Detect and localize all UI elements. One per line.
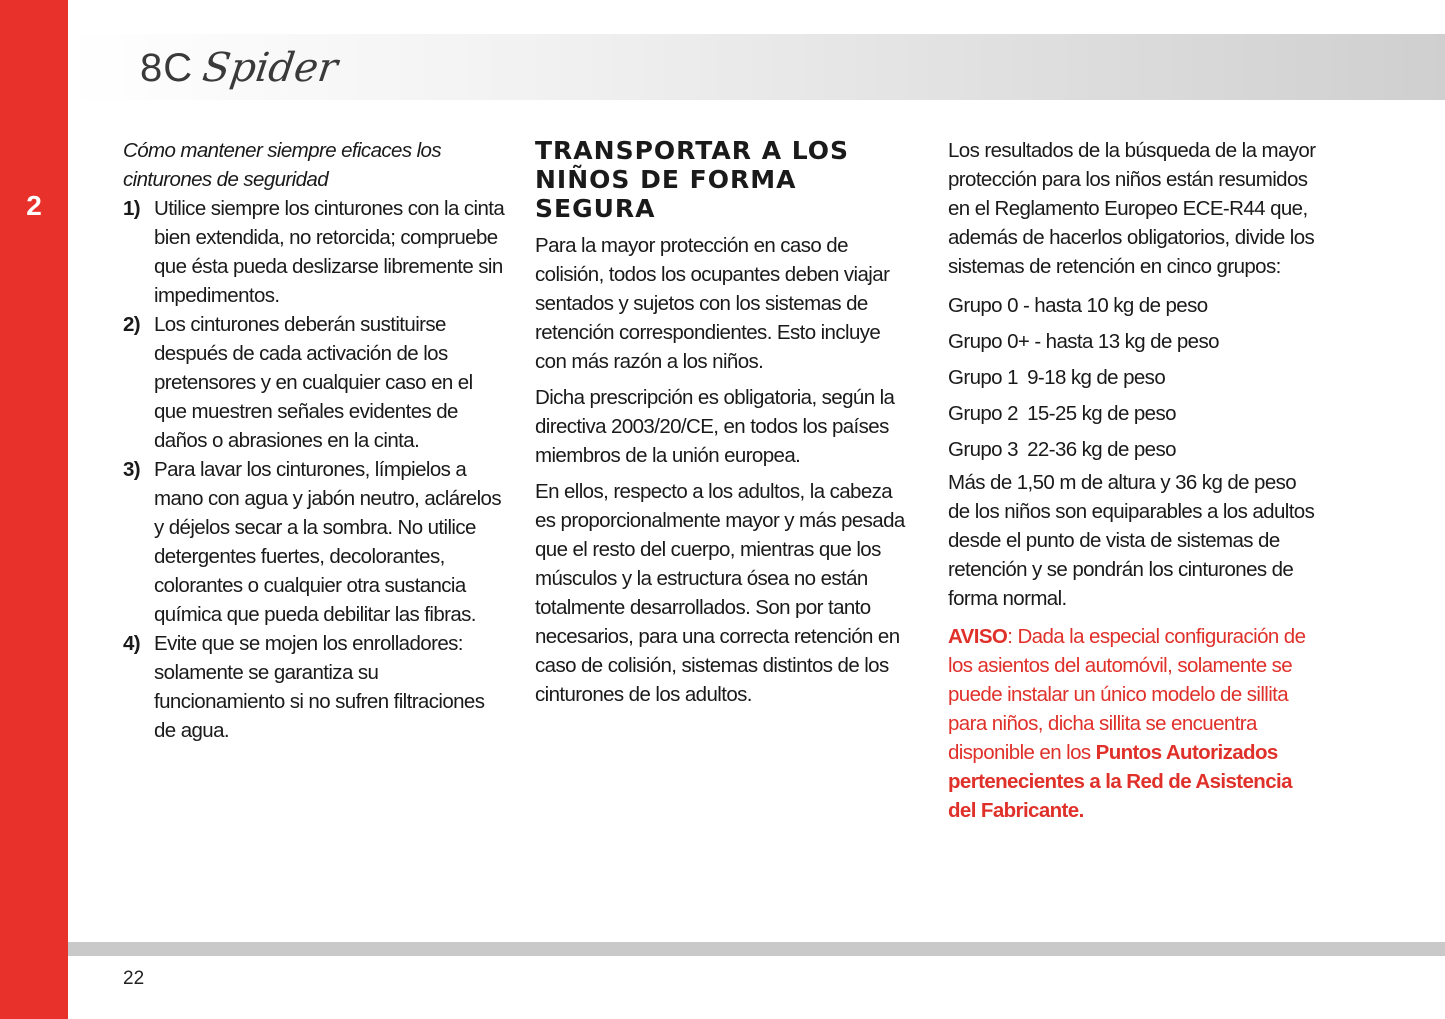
group-line [948, 324, 1318, 360]
intro-paragraph: Los resultados de la búsqueda de la mayor protección para los niños están resumidos en el Reglamento Europeo ECE-R44 que, además de hacerlos obligatorios, divide los sistemas de retención en cinco grupos: [948, 139, 1316, 278]
group-name: Grupo 2 [948, 402, 1018, 425]
group-list [948, 288, 1318, 468]
list-item [123, 629, 508, 745]
group-desc: - hasta 13 kg de peso [1034, 330, 1219, 353]
footer-band [68, 942, 1445, 956]
warning-label: AVISO [948, 625, 1008, 648]
logo-script-text: Spider [199, 45, 341, 91]
group-line [948, 432, 1318, 468]
subheading-line-1: Cómo mantener siempre eficaces los [123, 139, 441, 162]
list-item-number: 2) [123, 313, 141, 336]
closing-paragraph: Más de 1,50 m de altura y 36 kg de peso de los niños son equiparables a los adultos desde el punto de vista de sistemas de retención y se pondrán los cinturones de forma normal. [948, 471, 1315, 610]
body-paragraph: Dicha prescripción es obligatoria, según la directiva 2003/20/CE, en todos los países miembros de la unión europea. [535, 386, 895, 467]
group-desc: 22-36 kg de peso [1027, 438, 1176, 461]
group-name: Grupo 0 [948, 294, 1018, 317]
group-line [948, 396, 1318, 432]
group-name: Grupo 1 [948, 366, 1018, 389]
subheading-line-2: cinturones de seguridad [123, 168, 329, 191]
logo-model-text: 8C [140, 45, 194, 90]
warning-notice [948, 622, 1318, 825]
section-title-line-3: SEGURA [535, 194, 656, 223]
list-item [123, 194, 508, 310]
column-seatbelt-care [123, 136, 508, 745]
group-desc: 15-25 kg de peso [1027, 402, 1176, 425]
list-item-text: Los cinturones deberán sustituirse después de cada activación de los pretensores y en cualquier caso en el que muestren señales evidentes de daños o abrasiones en la cinta. [154, 313, 473, 452]
brand-logo [140, 40, 341, 96]
list-item [123, 455, 508, 629]
group-line [948, 360, 1318, 396]
list-item-number: 4) [123, 632, 141, 655]
column-child-transport [535, 136, 905, 716]
chapter-number: 2 [26, 190, 42, 221]
chapter-side-strip [0, 0, 68, 1019]
list-item-text: Evite que se mojen los enrolladores: solamente se garantiza su funcionamiento si no sufren filtraciones de agua. [154, 632, 485, 742]
list-item-number: 3) [123, 458, 141, 481]
list-item-number: 1) [123, 197, 141, 220]
group-name: Grupo 0+ [948, 330, 1030, 353]
section-title-line-2: NIÑOS DE FORMA [535, 165, 797, 194]
page-number: 22 [123, 968, 145, 989]
warning-emphasis: Puntos Autorizados pertenecientes a la Red de Asistencia del Fabricante. [948, 741, 1292, 822]
group-desc: 9-18 kg de peso [1027, 366, 1166, 389]
list-item [123, 310, 508, 455]
column-regulation [948, 136, 1318, 832]
group-line [948, 288, 1318, 324]
care-steps-list [123, 194, 508, 745]
group-name: Grupo 3 [948, 438, 1018, 461]
list-item-text: Para lavar los cinturones, límpielos a mano con agua y jabón neutro, aclárelos y déjelos secar a la sombra. No utilice detergentes fuertes, decolorantes, colorantes o cualquier otra sustancia química que pueda debilitar las fibras. [154, 458, 501, 626]
body-paragraph: En ellos, respecto a los adultos, la cabeza es proporcionalmente mayor y más pesada que el resto del cuerpo, mientras que los músculos y la estructura ósea no están totalmente desarrollados. Son por tanto necesarios, para una correcta retención en caso de colisión, sistemas distintos de los cinturones de los adultos. [535, 480, 905, 706]
section-title-line-1: TRANSPORTAR A LOS [535, 136, 850, 165]
list-item-text: Utilice siempre los cinturones con la cinta bien extendida, no retorcida; compruebe que ésta pueda deslizarse libremente sin impedimentos. [154, 197, 505, 307]
subheading [123, 136, 508, 194]
group-desc: - hasta 10 kg de peso [1022, 294, 1208, 317]
warning-text: : Dada la especial configuración de los asientos del automóvil, solamente se puede instalar un único modelo de sillita para niños, dicha sillita se encuentra disponible en los [948, 625, 1306, 764]
section-title [535, 136, 905, 223]
body-paragraph: Para la mayor protección en caso de colisión, todos los ocupantes deben viajar sentados y sujetos con los sistemas de retención correspondientes. Esto incluye con más razón a los niños. [535, 234, 890, 373]
